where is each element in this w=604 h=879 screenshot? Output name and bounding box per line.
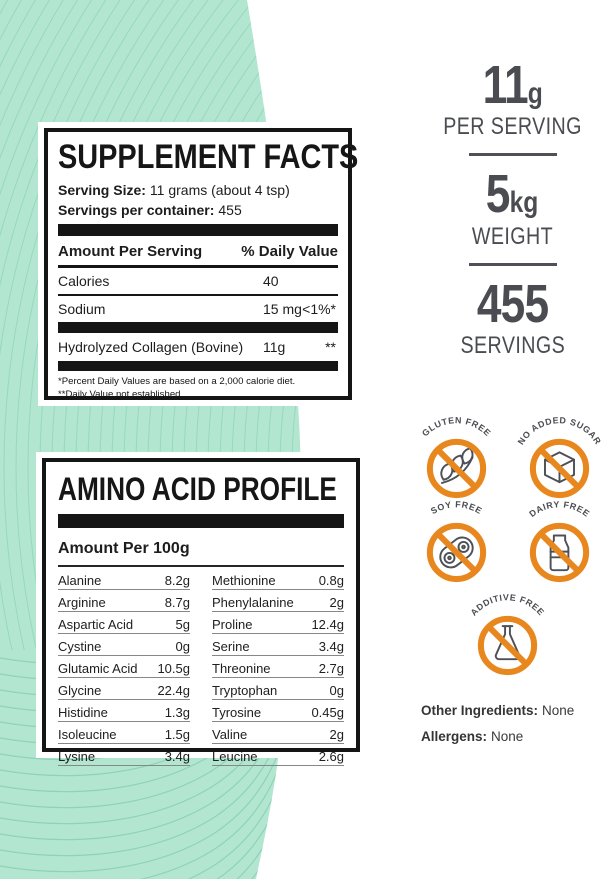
dairy-free-badge bbox=[511, 496, 604, 596]
amino-name: Arginine bbox=[58, 594, 106, 610]
amino-value: 2g bbox=[329, 726, 344, 742]
amino-name: Aspartic Acid bbox=[58, 616, 134, 632]
amino-value: 2.6g bbox=[318, 748, 344, 764]
amino-value: 5g bbox=[175, 616, 190, 632]
amino-row bbox=[58, 722, 190, 744]
amino-row bbox=[212, 744, 344, 766]
amino-name: Serine bbox=[212, 638, 250, 654]
divider-bar bbox=[58, 224, 338, 236]
amino-row bbox=[212, 634, 344, 656]
nutrient-amount: 11g bbox=[263, 338, 286, 355]
amino-columns bbox=[58, 568, 344, 766]
amino-value: 0.8g bbox=[318, 572, 344, 588]
other-ingredients-line bbox=[421, 703, 574, 718]
product-stats bbox=[415, 55, 604, 360]
amino-row bbox=[58, 590, 190, 612]
servings-amount bbox=[476, 273, 549, 334]
svg-text:DAIRY FREE: DAIRY FREE bbox=[526, 499, 592, 519]
amino-value: 8.2g bbox=[164, 572, 190, 588]
amino-acid-title: AMINO ACID PROFILE bbox=[58, 471, 337, 507]
stat-number: 455 bbox=[476, 273, 549, 334]
amino-row bbox=[212, 612, 344, 634]
badge-row bbox=[405, 496, 604, 596]
amount-per-100g-header: Amount Per 100g bbox=[58, 538, 344, 567]
footnote-daily-values: *Percent Daily Values are based on a 2,000 calorie diet. bbox=[58, 375, 296, 387]
amino-row bbox=[58, 700, 190, 722]
amino-value: 10.5g bbox=[157, 660, 190, 676]
serving-size-value: 11 grams (about 4 tsp) bbox=[149, 181, 290, 198]
badge-row bbox=[405, 589, 604, 689]
stat-per-serving bbox=[415, 55, 604, 141]
table-row-collagen bbox=[58, 334, 338, 360]
amino-name: Leucine bbox=[212, 748, 258, 764]
other-ingredients-label: Other Ingredients: bbox=[421, 703, 539, 718]
servings-per-container-value: 455 bbox=[218, 201, 242, 218]
table-row-sodium bbox=[58, 296, 338, 322]
allergens-line bbox=[421, 729, 574, 744]
stat-unit: kg bbox=[510, 186, 539, 220]
per-serving-amount bbox=[482, 55, 543, 115]
amino-value: 1.5g bbox=[164, 726, 190, 742]
amino-name: Methionine bbox=[212, 572, 276, 588]
amino-column-right bbox=[212, 568, 344, 766]
facts-table-header bbox=[58, 238, 338, 268]
nutrient-name: Hydrolyzed Collagen (Bovine) bbox=[58, 338, 244, 355]
amino-name: Tryptophan bbox=[212, 682, 278, 698]
svg-text:GLUTEN FREE: GLUTEN FREE bbox=[419, 415, 493, 439]
amino-name: Proline bbox=[212, 616, 253, 632]
stat-divider bbox=[469, 153, 557, 156]
amino-value: 22.4g bbox=[157, 682, 190, 698]
amino-acid-panel bbox=[42, 458, 360, 764]
servings-per-container-label: Servings per container: bbox=[58, 201, 215, 218]
amino-value: 2g bbox=[329, 594, 344, 610]
supplement-facts-panel bbox=[44, 128, 359, 401]
amino-row bbox=[212, 656, 344, 678]
amino-name: Tyrosine bbox=[212, 704, 262, 720]
amino-row bbox=[212, 700, 344, 722]
amino-row bbox=[58, 656, 190, 678]
amino-value: 3.4g bbox=[318, 638, 344, 654]
facts-footnotes bbox=[58, 375, 338, 402]
divider-bar bbox=[58, 514, 344, 528]
nutrient-name: Calories bbox=[58, 272, 110, 289]
stat-weight bbox=[415, 164, 604, 250]
amino-name: Lysine bbox=[58, 748, 96, 764]
amino-value: 0.45g bbox=[311, 704, 344, 720]
amino-name: Phenylalanine bbox=[212, 594, 294, 610]
svg-text:NO ADDED SUGAR: NO ADDED SUGAR bbox=[515, 415, 603, 447]
additive-free-badge bbox=[459, 589, 556, 689]
stat-servings bbox=[415, 273, 604, 360]
amino-value: 2.7g bbox=[318, 660, 344, 676]
amino-row bbox=[212, 590, 344, 612]
amino-row bbox=[212, 568, 344, 590]
weight-amount bbox=[486, 164, 539, 225]
amino-value: 8.7g bbox=[164, 594, 190, 610]
amino-name: Histidine bbox=[58, 704, 108, 720]
divider-bar bbox=[58, 322, 338, 333]
amino-name: Cystine bbox=[58, 638, 102, 654]
supplement-facts-title: SUPPLEMENT FACTS bbox=[58, 138, 359, 176]
footnote-not-established: **Daily Value not established. bbox=[58, 389, 184, 401]
divider-bar bbox=[58, 361, 338, 371]
amino-row bbox=[58, 568, 190, 590]
stat-number: 11 bbox=[482, 55, 528, 115]
svg-text:ADDITIVE FREE: ADDITIVE FREE bbox=[468, 592, 547, 618]
amino-column-left bbox=[58, 568, 190, 766]
amino-row bbox=[58, 744, 190, 766]
serving-size-line bbox=[58, 182, 338, 198]
servings-label: SERVINGS bbox=[460, 332, 565, 360]
nutrient-daily-value: <1%* bbox=[302, 300, 336, 317]
soy-free-badge bbox=[408, 496, 505, 596]
allergens-value: None bbox=[491, 729, 524, 744]
amino-name: Glycine bbox=[58, 682, 102, 698]
per-serving-label: PER SERVING bbox=[443, 113, 582, 141]
amino-value: 0g bbox=[175, 638, 190, 654]
stat-divider bbox=[469, 263, 557, 266]
ingredients-info bbox=[421, 703, 574, 755]
nutrient-amount: 40 bbox=[263, 272, 279, 289]
serving-size-label: Serving Size: bbox=[58, 181, 146, 198]
stat-unit: g bbox=[527, 77, 543, 110]
stat-number: 5 bbox=[486, 164, 511, 225]
daily-value-header: % Daily Value bbox=[241, 242, 338, 260]
amino-name: Threonine bbox=[212, 660, 271, 676]
amino-value: 12.4g bbox=[311, 616, 344, 632]
amino-row bbox=[212, 722, 344, 744]
table-row-calories bbox=[58, 268, 338, 296]
amino-name: Isoleucine bbox=[58, 726, 117, 742]
nutrient-daily-value: ** bbox=[325, 338, 336, 355]
amount-per-serving-header: Amount Per Serving bbox=[58, 242, 203, 260]
amino-value: 0g bbox=[329, 682, 344, 698]
svg-text:SOY FREE: SOY FREE bbox=[428, 499, 484, 517]
amino-value: 3.4g bbox=[164, 748, 190, 764]
amino-row bbox=[58, 678, 190, 700]
amino-name: Alanine bbox=[58, 572, 102, 588]
amino-row bbox=[212, 678, 344, 700]
servings-per-container-line bbox=[58, 202, 338, 218]
prohibition-slash bbox=[540, 534, 578, 572]
nutrient-name: Sodium bbox=[58, 300, 106, 317]
free-from-badges bbox=[405, 412, 604, 689]
amino-row bbox=[58, 634, 190, 656]
weight-label: WEIGHT bbox=[471, 222, 554, 250]
other-ingredients-value: None bbox=[542, 703, 575, 718]
amino-name: Valine bbox=[212, 726, 248, 742]
amino-value: 1.3g bbox=[164, 704, 190, 720]
allergens-label: Allergens: bbox=[421, 729, 488, 744]
nutrient-amount: 15 mg bbox=[263, 300, 302, 317]
amino-row bbox=[58, 612, 190, 634]
amino-name: Glutamic Acid bbox=[58, 660, 138, 676]
